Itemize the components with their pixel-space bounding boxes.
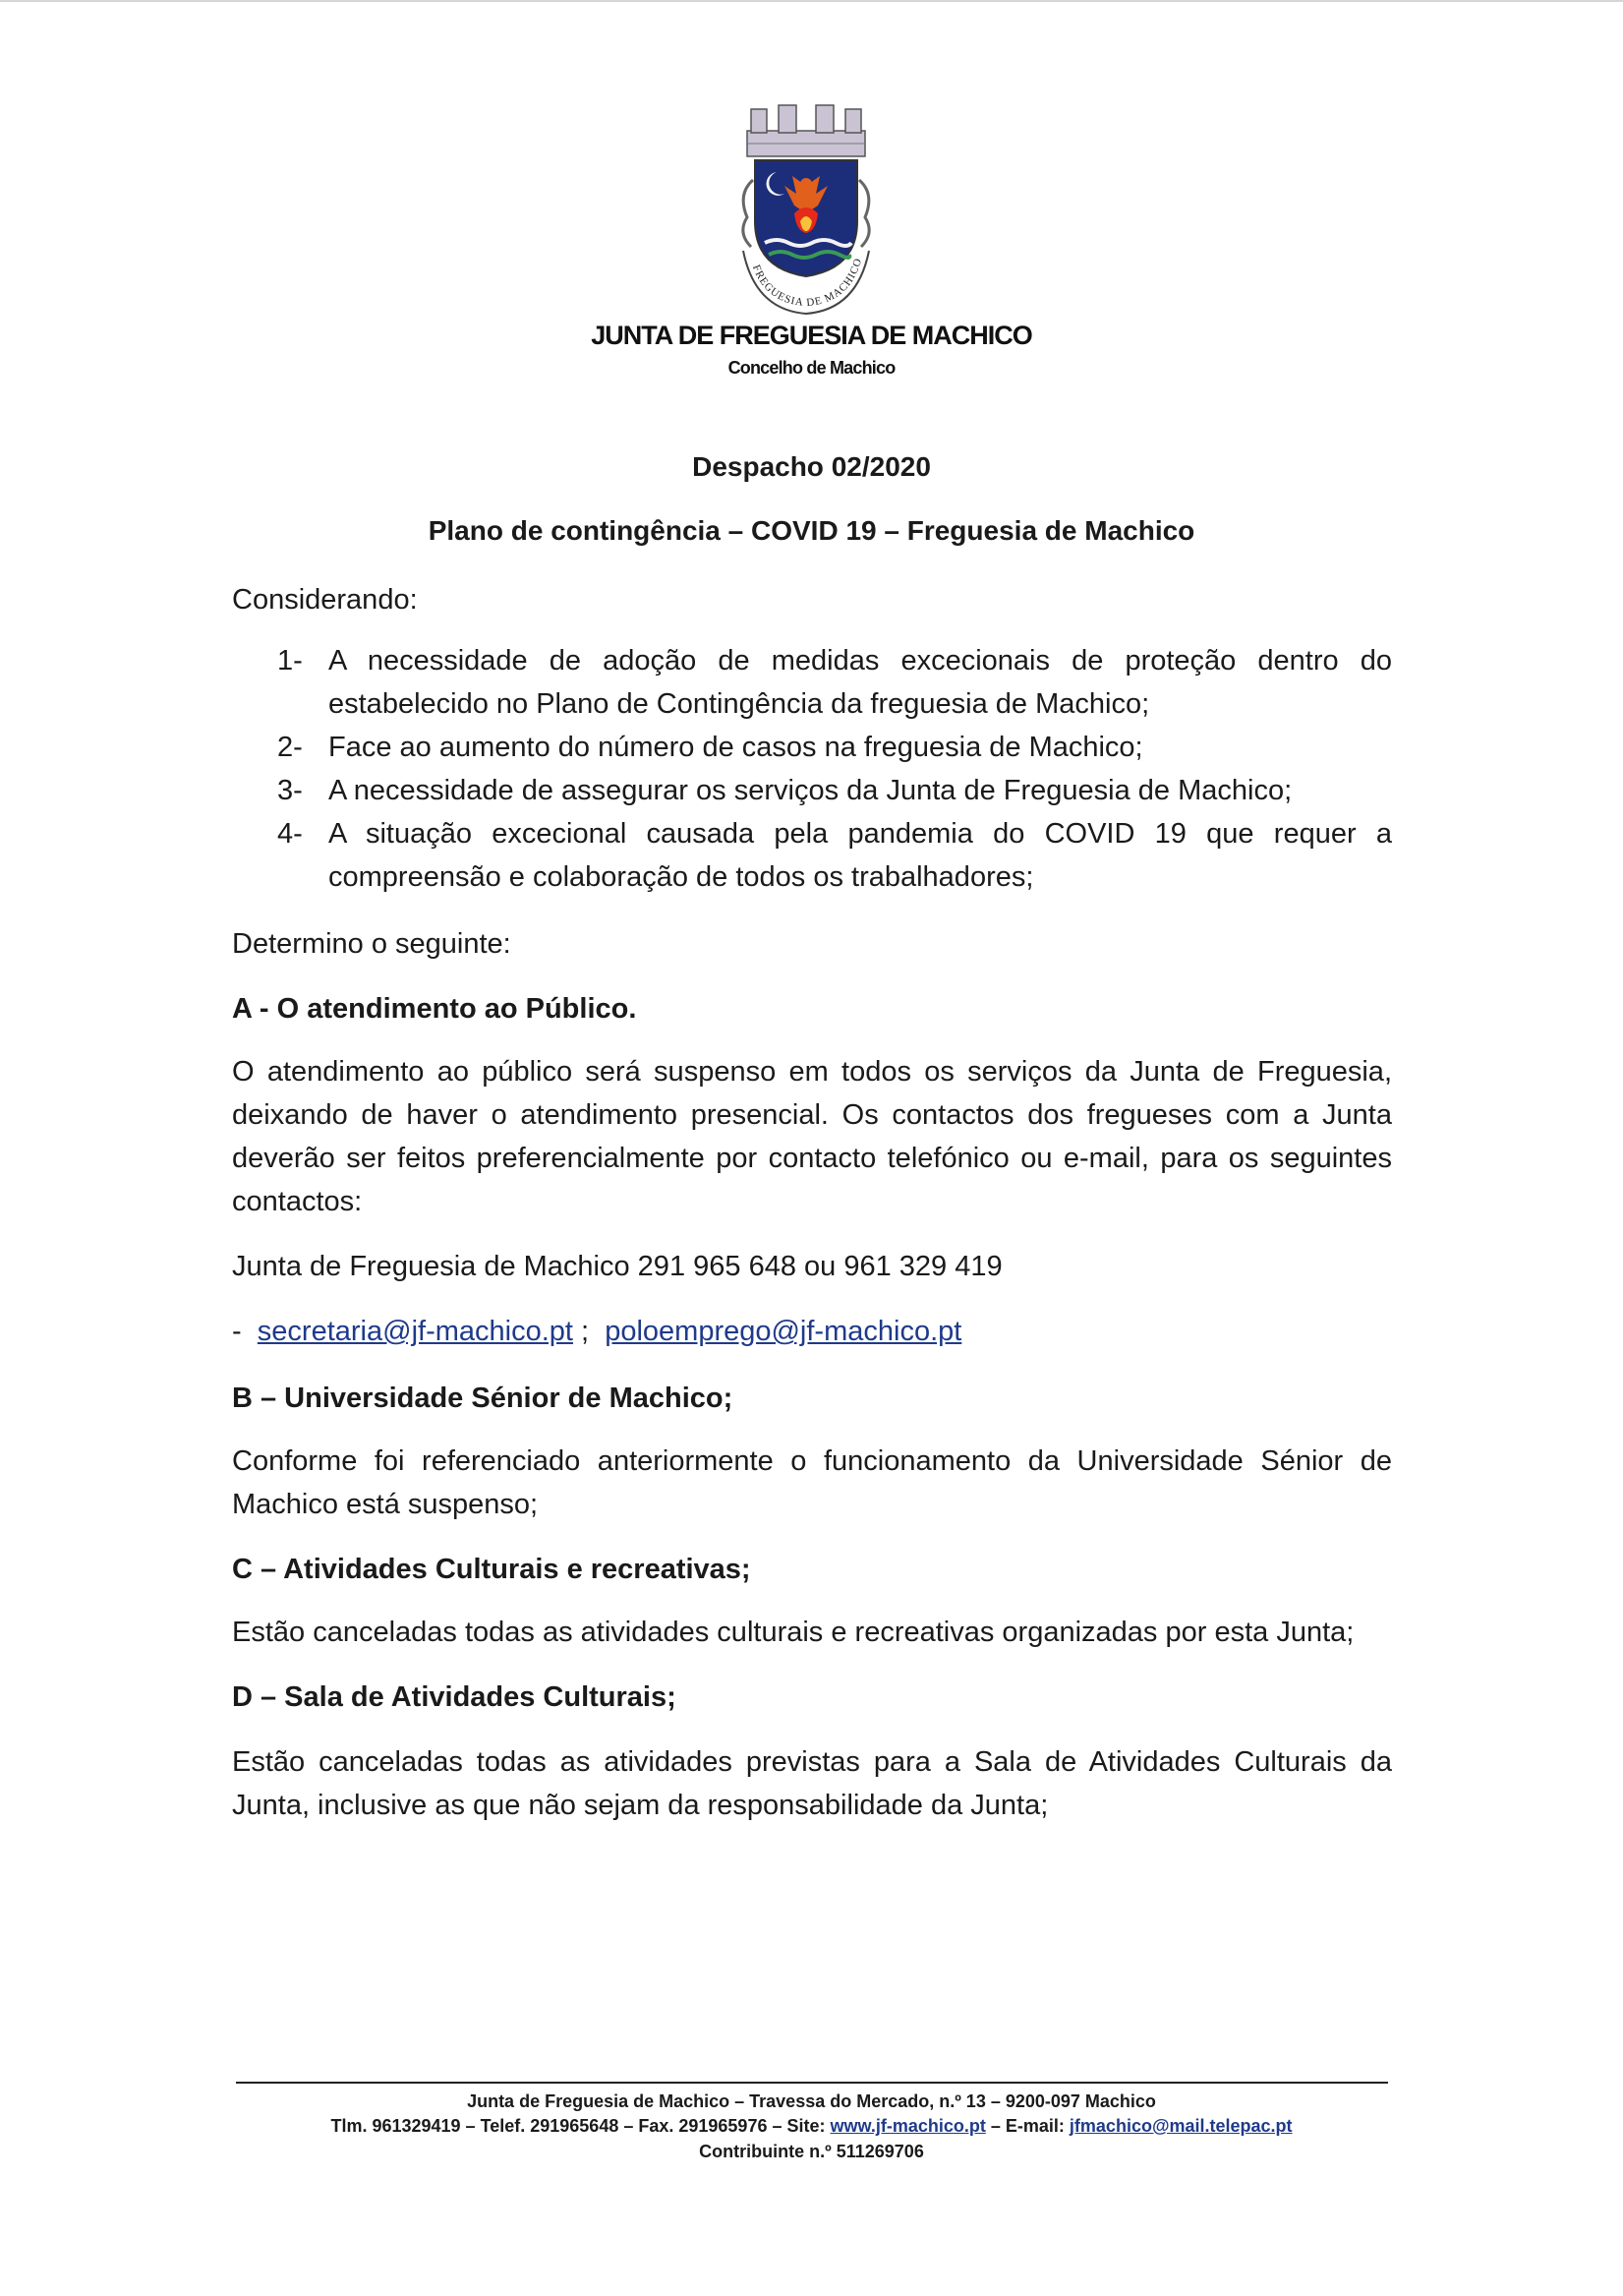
- section-a-text: O atendimento ao público será suspenso em todos os serviços da Junta de Freguesia, deixando de haver o atendimento presencial. Os contactos dos fregueses com a Junta deverão ser feitos preferencialmente por contacto telefónico ou e-mail, para os seguintes contactos:: [232, 1056, 1392, 1217]
- list-item-number: 4-: [277, 818, 303, 850]
- considerations-list: [277, 639, 1392, 899]
- email-link-secretaria[interactable]: secretaria@jf-machico.pt: [257, 1316, 573, 1347]
- footer-contacts: [0, 2116, 1623, 2137]
- document-title: Despacho 02/2020: [692, 451, 931, 482]
- email-dash: -: [232, 1316, 242, 1347]
- mural-crown: [747, 105, 865, 156]
- footer-divider: [236, 2082, 1388, 2084]
- list-item: [277, 769, 1392, 812]
- section-d-heading: D – Sala de Atividades Culturais;: [232, 1681, 676, 1713]
- coat-of-arms-icon: [708, 103, 904, 320]
- determino-label: Determino o seguinte:: [232, 928, 511, 960]
- email-link-poloemprego[interactable]: poloemprego@jf-machico.pt: [605, 1316, 962, 1347]
- top-edge-line: [0, 0, 1623, 2]
- email-list: [232, 1310, 961, 1353]
- list-item: [277, 726, 1392, 769]
- list-item-text: A necessidade de assegurar os serviços da Junta de Freguesia de Machico;: [328, 775, 1293, 806]
- list-item-text: A situação excecional causada pela pandemia do COVID 19 que requer a compreensão e colaboração de todos os trabalhadores;: [328, 818, 1392, 893]
- footer-tax-id: Contribuinte n.º 511269706: [699, 2142, 924, 2161]
- footer-email-label: – E-mail:: [990, 2116, 1065, 2136]
- section-b-text: Conforme foi referenciado anteriormente o funcionamento da Universidade Sénior de Machico está suspenso;: [232, 1445, 1392, 1520]
- section-c-heading: C – Atividades Culturais e recreativas;: [232, 1554, 751, 1585]
- list-item-number: 1-: [277, 645, 303, 677]
- organization-name: JUNTA DE FREGUESIA DE MACHICO: [591, 321, 1032, 350]
- footer-site-link[interactable]: www.jf-machico.pt: [830, 2116, 986, 2136]
- list-item-number: 3-: [277, 775, 303, 806]
- organization-subtitle: Concelho de Machico: [727, 358, 896, 378]
- footer-email-link[interactable]: jfmachico@mail.telepac.pt: [1069, 2116, 1293, 2136]
- list-item-text: Face ao aumento do número de casos na freguesia de Machico;: [328, 732, 1143, 763]
- svg-text:FREGUESIA DE MACHICO: FREGUESIA DE MACHICO: [750, 256, 865, 310]
- considerando-label: Considerando:: [232, 584, 418, 616]
- footer-phones: Tlm. 961329419 – Telef. 291965648 – Fax. 291965976 – Site:: [330, 2116, 826, 2136]
- section-d-text: Estão canceladas todas as atividades previstas para a Sala de Atividades Culturais da Junta, inclusive as que não sejam da responsabilidade da Junta;: [232, 1746, 1392, 1821]
- list-item: [277, 639, 1392, 726]
- section-c-text: Estão canceladas todas as atividades culturais e recreativas organizadas por esta Junta;: [232, 1617, 1355, 1648]
- document-subtitle: Plano de contingência – COVID 19 – Freguesia de Machico: [428, 515, 1195, 546]
- section-b-heading: B – Universidade Sénior de Machico;: [232, 1383, 733, 1414]
- section-a-heading: A - O atendimento ao Público.: [232, 993, 637, 1025]
- list-item-text: A necessidade de adoção de medidas excecionais de proteção dentro do estabelecido no Plano de Contingência da freguesia de Machico;: [328, 645, 1392, 720]
- footer-address: Junta de Freguesia de Machico – Travessa do Mercado, n.º 13 – 9200-097 Machico: [467, 2091, 1156, 2111]
- section-a-phones: Junta de Freguesia de Machico 291 965 648 ou 961 329 419: [232, 1251, 1003, 1282]
- email-separator: ;: [581, 1316, 590, 1347]
- list-item-number: 2-: [277, 732, 303, 763]
- list-item: [277, 812, 1392, 899]
